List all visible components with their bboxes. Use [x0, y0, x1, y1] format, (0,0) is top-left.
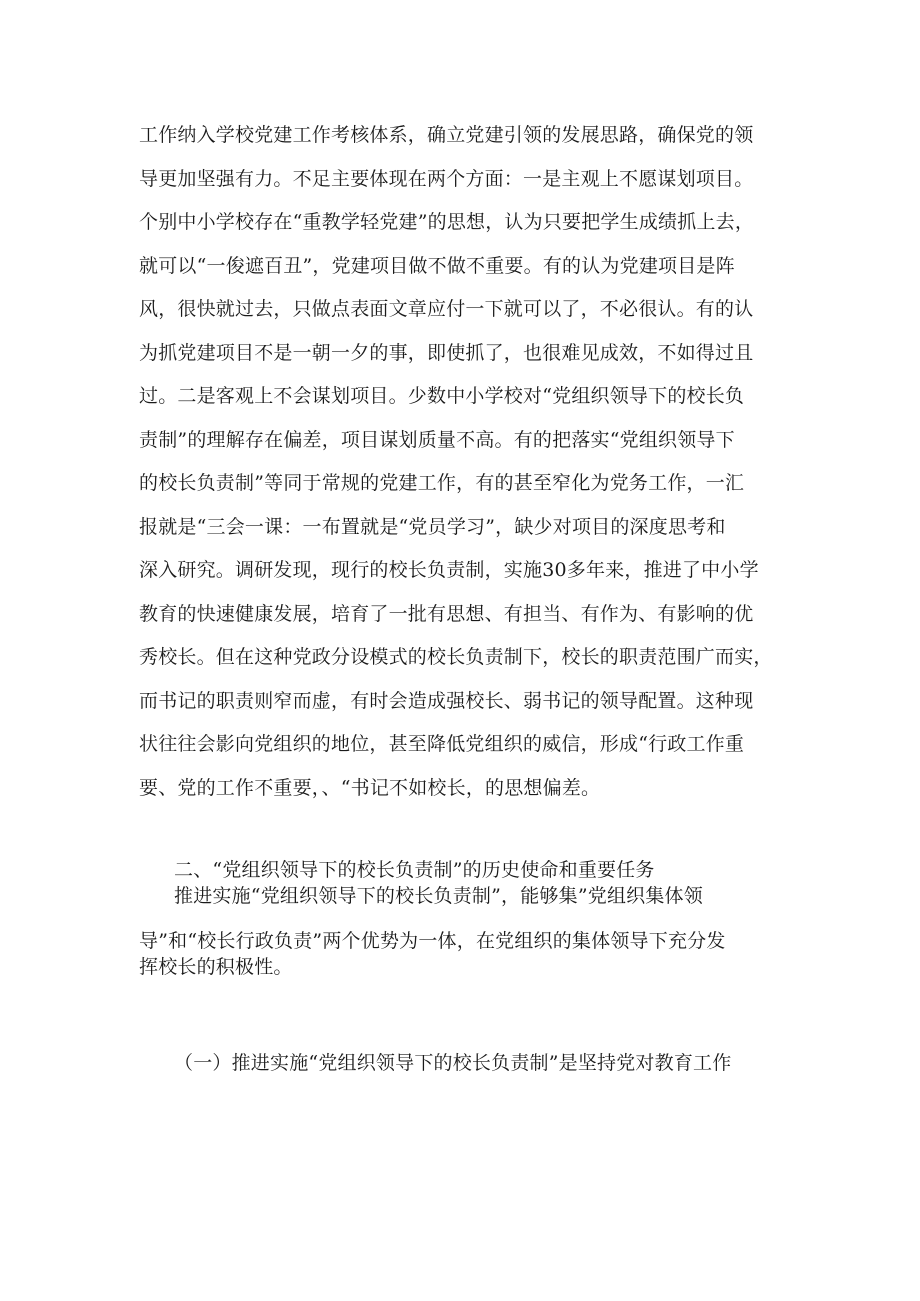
paragraph-1-line-11: 深入研究。调研发现，现行的校长负责制，实施30多年来，推进了中小学: [139, 559, 759, 581]
paragraph-1-line-4: 就可以“一俊遮百丑”，党建项目做不做不重要。有的认为党建项目是阵: [139, 255, 735, 277]
paragraph-2-line-3: 挥校长的积极性。: [139, 956, 293, 978]
paragraph-1-line-6: 为抓党建项目不是一朝一夕的事，即使抓了，也很难见成效，不如得过且: [139, 342, 754, 364]
paragraph-1-line-16: 要、党的工作不重要，、“书记不如校长，的思想偏差。: [139, 777, 601, 799]
paragraph-1-line-13: 秀校长。但在这种党政分设模式的校长负责制下，校长的职责范围广而实，: [139, 646, 773, 668]
paragraph-2-line-1: 推进实施“党组织领导下的校长负责制”，能够集”党组织集体领: [174, 885, 703, 907]
paragraph-1-line-3: 个别中小学校存在“重教学轻党建”的思想，认为只要把学生成绩抓上去，: [139, 211, 755, 233]
paragraph-1-line-1: 工作纳入学校党建工作考核体系，确立党建引领的发展思路，确保党的领: [139, 124, 754, 146]
paragraph-1-line-9: 的校长负责制”等同于常规的党建工作，有的甚至窄化为党务工作，一汇: [139, 472, 745, 494]
paragraph-1-line-10: 报就是“三会一课：一布置就是“党员学习”，缺少对项目的深度思考和: [139, 516, 726, 538]
paragraph-1-line-8: 责制”的理解存在偏差，项目谋划质量不高。有的把落实“党组织领导下: [139, 429, 735, 451]
paragraph-1-line-7: 过。二是客观上不会谋划项目。少数中小学校对“党组织领导下的校长负: [139, 385, 745, 407]
paragraph-1-line-2: 导更加坚强有力。不足主要体现在两个方面：一是主观上不愿谋划项目。: [139, 168, 754, 190]
paragraph-1-line-12: 教育的快速健康发展，培育了一批有思想、有担当、有作为、有影响的优: [139, 603, 754, 625]
paragraph-2-line-2: 导”和“校长行政负责”两个优势为一体，在党组织的集体领导下充分发: [139, 930, 726, 952]
subsection-heading: （一）推进实施“党组织领导下的校长负责制”是坚持党对教育工作: [174, 1052, 732, 1074]
section-heading: 二、“党组织领导下的校长负责制”的历史使命和重要任务: [174, 859, 655, 881]
paragraph-1-line-5: 风，很快就过去，只做点表面文章应付一下就可以了，不必很认。有的认: [139, 298, 754, 320]
paragraph-1-line-14: 而书记的职责则窄而虚，有时会造成强校长、弱书记的领导配置。这种现: [139, 690, 754, 712]
paragraph-1-line-15: 状往往会影向党组织的地位，甚至降低党组织的威信，形成“行政工作重: [139, 733, 745, 755]
